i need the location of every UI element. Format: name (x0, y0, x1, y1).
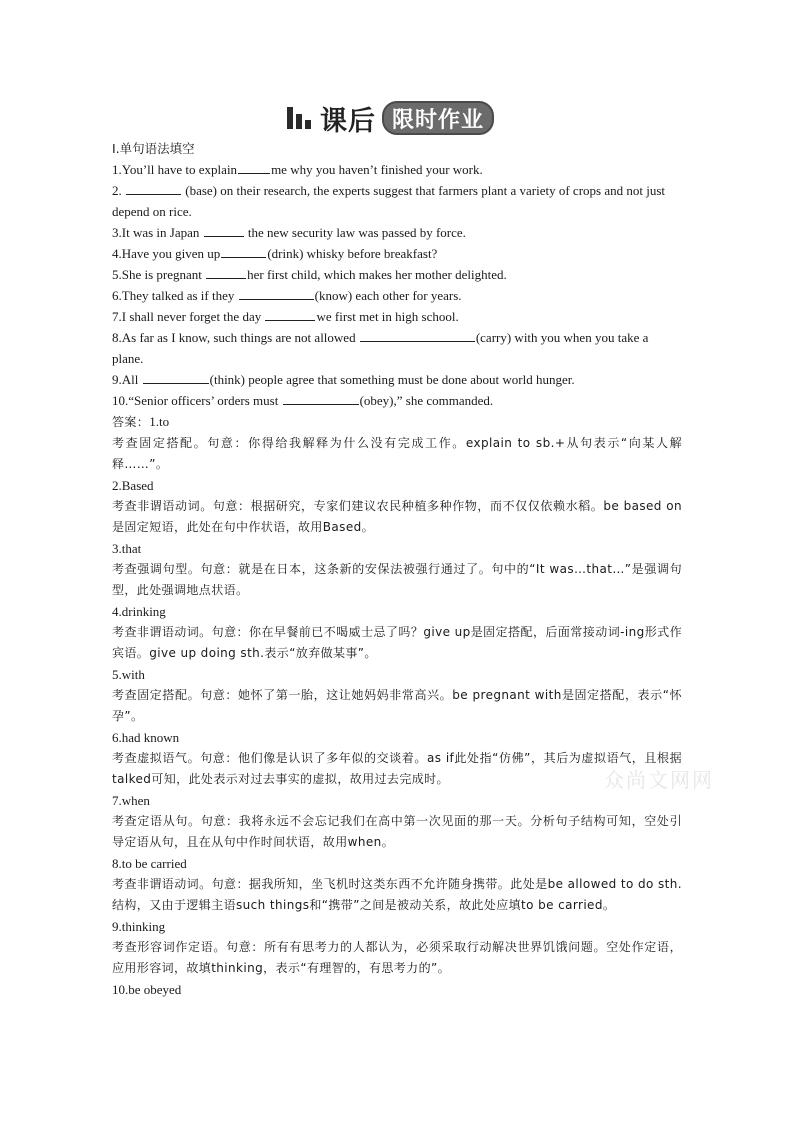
question-4: 4.Have you given up (drink) whisky before breakfast? (112, 243, 682, 264)
answer-blank (360, 327, 475, 342)
answer-9: 9.thinking (112, 919, 166, 934)
question-5: 5.She is pregnant her first child, which makes her mother delighted. (112, 264, 682, 285)
watermark: 众尚文网网 (604, 768, 714, 792)
answer-3: 3.that (112, 541, 142, 556)
answers-label: 答案： (112, 415, 150, 429)
explanation-4: 考查非谓语动词。句意：你在早餐前已不喝威士忌了吗？give up是固定搭配，后面常接动词-ing形式作宾语。give up doing sth.表示“放弃做某事”。 (112, 625, 682, 660)
page-title (286, 98, 494, 138)
answer-1: 答案：1.to (112, 414, 170, 429)
answer-6: 6.had known (112, 730, 180, 745)
question-7: 7.I shall never forget the day we first met in high school. (112, 306, 682, 327)
title-badge: 限时作业 (382, 101, 494, 135)
explanation-7: 考查定语从句。句意：我将永远不会忘记我们在高中第一次见面的那一天。分析句子结构可知，空处引导定语从句，且在从句中作时间状语，故用when。 (112, 814, 682, 849)
bar-chart-icon (286, 105, 314, 131)
question-2: 2. (base) on their research, the experts suggest that farmers plant a variety of crops and not just depend on rice. (112, 180, 682, 222)
answer-5: 5.with (112, 667, 145, 682)
answer-4: 4.drinking (112, 604, 166, 619)
explanation-3: 考查强调句型。句意：就是在日本，这条新的安保法被强行通过了。句中的“It was…that…”是强调句型，此处强调地点状语。 (112, 562, 682, 597)
answer-blank (126, 180, 181, 195)
answer-blank (204, 222, 244, 237)
answer-blank (221, 243, 266, 258)
explanation-1: 考查固定搭配。句意：你得给我解释为什么没有完成工作。explain to sb.+从句表示“向某人解释……”。 (112, 436, 682, 471)
question-10: 10.“Senior officers’ orders must (obey),” she commanded. (112, 390, 682, 411)
question-8: 8.As far as I know, such things are not allowed (carry) with you when you take a plane. (112, 327, 682, 369)
exercise-content (112, 138, 682, 1000)
answer-2: 2.Based (112, 478, 154, 493)
explanation-8: 考查非谓语动词。句意：据我所知，坐飞机时这类东西不允许随身携带。此处是be allowed to do sth.结构，又由于逻辑主语such things和“携带”之间是被动关系，故此处应填to be carried。 (112, 877, 682, 912)
answer-8: 8.to be carried (112, 856, 187, 871)
question-6: 6.They talked as if they (know) each other for years. (112, 285, 682, 306)
explanation-6: 考查虚拟语气。句意：他们像是认识了多年似的交谈着。as if此处指“仿佛”，其后为虚拟语气，且根据talked可知，此处表示对过去事实的虚拟，故用过去完成时。 (112, 751, 682, 786)
section-heading: Ⅰ.单句语法填空 (112, 141, 195, 156)
explanation-9: 考查形容词作定语。句意：所有有思考力的人都认为，必须采取行动解决世界饥饿问题。空处作定语，应用形容词，故填thinking，表示“有理智的，有思考力的”。 (112, 940, 682, 975)
answer-7: 7.when (112, 793, 150, 808)
answer-blank (206, 264, 246, 279)
answer-blank (238, 159, 270, 174)
answer-blank (239, 285, 314, 300)
question-1: 1.You’ll have to explain me why you haven’t finished your work. (112, 159, 682, 180)
question-3: 3.It was in Japan the new security law was passed by force. (112, 222, 682, 243)
answer-blank (283, 390, 359, 405)
title-main: 课后 (320, 105, 376, 137)
answer-blank (143, 369, 209, 384)
answer-blank (265, 306, 315, 321)
explanation-2: 考查非谓语动词。句意：根据研究，专家们建议农民种植多种作物，而不仅仅依赖水稻。be based on是固定短语，此处在句中作状语，故用Based。 (112, 499, 682, 534)
explanation-5: 考查固定搭配。句意：她怀了第一胎，这让她妈妈非常高兴。be pregnant with是固定搭配，表示“怀孕”。 (112, 688, 682, 723)
answer-10: 10.be obeyed (112, 982, 182, 997)
question-9: 9.All (think) people agree that something must be done about world hunger. (112, 369, 682, 390)
